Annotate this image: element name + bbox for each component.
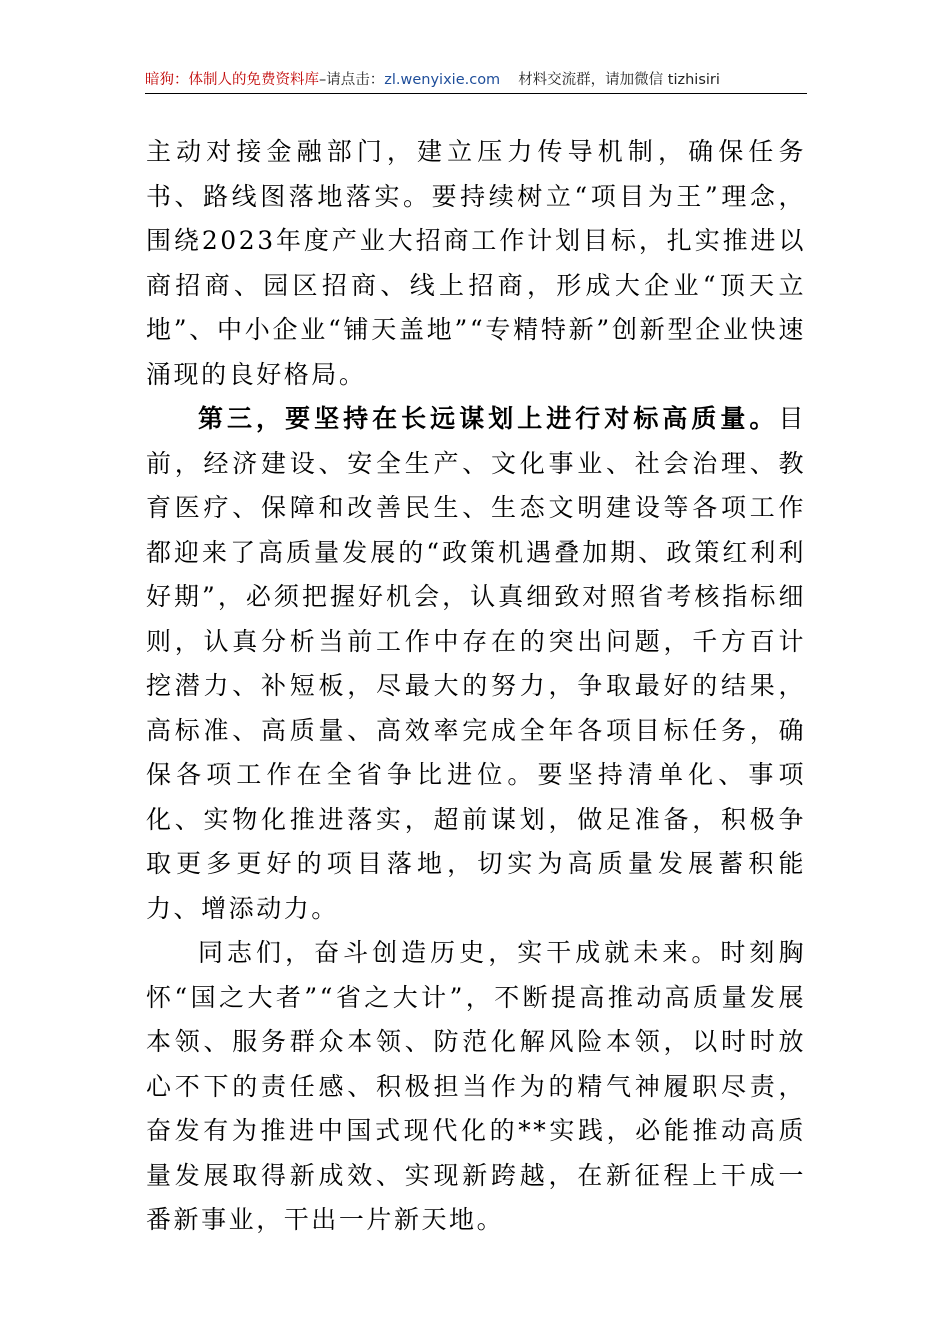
paragraph-third-point-body: 目前，经济建设、安全生产、文化事业、社会治理、教育医疗、保障和改善民生、生态文明建设等各项工作都迎来了高质量发展的“政策机遇叠加期、政策红利利好期”，必须把握好机会，认真细致对照省考核指标细则，认真分析当前工作中存在的突出问题，千方百计挖潜力、补短板，尽最大的努力，争取最好的结果，高标准、高质量、高效率完成全年各项目标任务，确保各项工作在全省争比进位。要坚持清单化、事项化、实物化推进落实，超前谋划，做足准备，积极争取更多更好的项目落地，切实为高质量发展蓄积能力、增添动力。 xyxy=(146,404,806,923)
header-divider xyxy=(145,93,807,94)
header-group-note: 材料交流群，请加微信 tizhisiri xyxy=(518,72,720,88)
header-click-prompt: –请点击： xyxy=(319,72,385,88)
header-site-name: 暗狗：体制人的免费资料库 xyxy=(145,72,319,88)
paragraph-closing: 同志们，奋斗创造历史，实干成就未来。时刻胸怀“国之大者”“省之大计”，不断提高推动高质量发展本领、服务群众本领、防范化解风险本领，以时时放心不下的责任感、积极担当作为的精气神履职尽责，奋发有为推进中国式现代化的**实践，必能推动高质量发展取得新成效、实现新跨越，在新征程上干成一番新事业，干出一片新天地。 xyxy=(146,938,806,1234)
header-url-link[interactable]: zl.wenyixie.com xyxy=(384,72,501,88)
paragraph-third-point-heading: 第三，要坚持在长远谋划上进行对标高质量。 xyxy=(198,404,779,433)
page-header xyxy=(145,68,807,92)
paragraph-third-point xyxy=(146,397,806,931)
paragraph-continuation: 主动对接金融部门，建立压力传导机制，确保任务书、路线图落地落实。要持续树立“项目为王”理念，围绕2023年度产业大招商工作计划目标，扎实推进以商招商、园区招商、线上招商，形成大企业“顶天立地”、中小企业“铺天盖地”“专精特新”创新型企业快速涌现的良好格局。 xyxy=(146,137,806,389)
document-body xyxy=(146,130,806,1243)
